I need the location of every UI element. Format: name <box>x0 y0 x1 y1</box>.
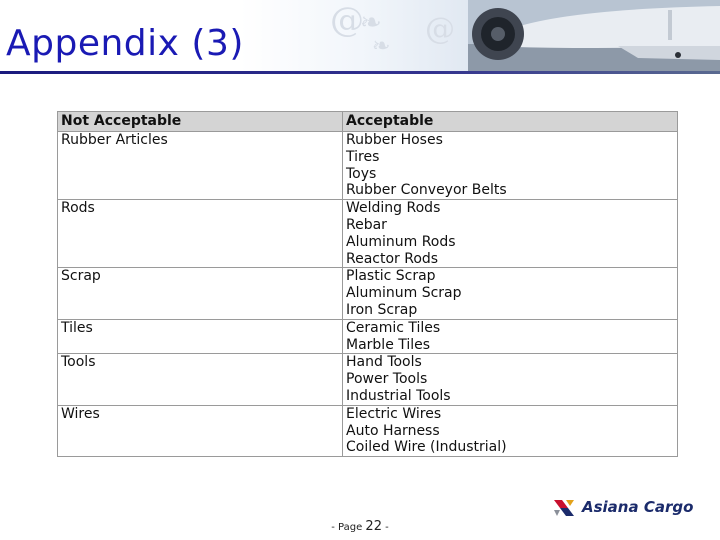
page-prefix: - Page <box>331 522 363 533</box>
acceptable-cell <box>343 319 678 354</box>
table-row <box>58 405 678 456</box>
acceptable-item: Ceramic Tiles <box>346 319 441 336</box>
table-row <box>58 268 678 319</box>
acceptable-item: Marble Tiles <box>346 336 431 353</box>
acceptability-table <box>57 111 678 457</box>
acceptable-item: Industrial Tools <box>346 387 451 404</box>
not-acceptable-cell: Tools <box>58 354 343 405</box>
acceptable-cell <box>343 268 678 319</box>
header-divider <box>0 71 720 74</box>
acceptable-cell <box>343 132 678 200</box>
decorative-swirl-icon: ❧ <box>372 34 391 59</box>
acceptable-item: Hand Tools <box>346 354 422 371</box>
acceptable-item: Rubber Conveyor Belts <box>346 182 507 199</box>
acceptable-item: Power Tools <box>346 371 428 388</box>
page-number <box>0 519 720 534</box>
acceptable-item: Rubber Hoses <box>346 132 443 148</box>
decorative-swirl-icon: @ <box>330 0 364 40</box>
acceptable-item: Welding Rods <box>346 200 441 217</box>
not-acceptable-cell: Wires <box>58 405 343 456</box>
page-suffix: - <box>385 522 389 533</box>
decorative-swirl-icon: @ <box>425 12 455 47</box>
acceptable-item: Plastic Scrap <box>346 268 436 285</box>
column-header-not-acceptable: Not Acceptable <box>58 112 343 132</box>
acceptable-item: Coiled Wire (Industrial) <box>346 439 507 456</box>
acceptable-item: Auto Harness <box>346 422 440 439</box>
page-number-value: 22 <box>365 519 382 534</box>
table-row <box>58 200 678 268</box>
not-acceptable-cell: Scrap <box>58 268 343 319</box>
decorative-swirl-icon: ❧ <box>360 8 382 38</box>
table-header-row <box>58 112 678 132</box>
asiana-logo-icon <box>552 496 578 518</box>
table-row <box>58 354 678 405</box>
table-row <box>58 132 678 200</box>
acceptable-item: Aluminum Rods <box>346 233 456 250</box>
airplane-image <box>468 0 720 72</box>
acceptable-item: Iron Scrap <box>346 301 418 318</box>
acceptable-item: Tires <box>346 148 380 165</box>
logo-text: Asiana Cargo <box>582 498 694 516</box>
acceptable-item: Rebar <box>346 216 387 233</box>
table-row <box>58 319 678 354</box>
acceptable-item: Reactor Rods <box>346 250 439 267</box>
acceptable-cell <box>343 405 678 456</box>
acceptable-item: Toys <box>346 165 377 182</box>
acceptable-item: Aluminum Scrap <box>346 285 462 302</box>
acceptable-cell <box>343 200 678 268</box>
not-acceptable-cell: Tiles <box>58 319 343 354</box>
acceptable-item: Electric Wires <box>346 405 442 422</box>
acceptable-cell <box>343 354 678 405</box>
page-title: Appendix (3) <box>6 23 244 64</box>
slide-header <box>0 0 720 75</box>
not-acceptable-cell: Rubber Articles <box>58 132 343 200</box>
asiana-cargo-logo <box>552 494 702 520</box>
not-acceptable-cell: Rods <box>58 200 343 268</box>
column-header-acceptable: Acceptable <box>343 112 678 132</box>
